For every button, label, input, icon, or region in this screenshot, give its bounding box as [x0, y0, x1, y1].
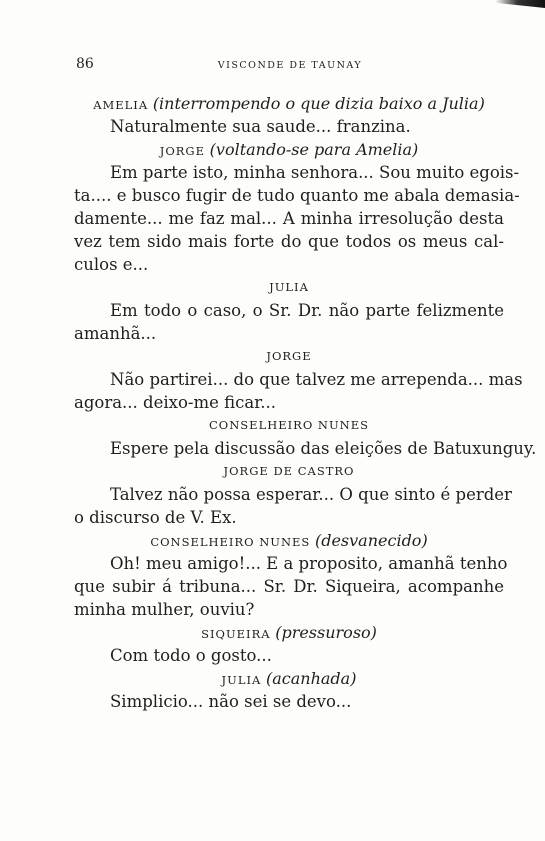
dialogue-line: Não partirei... do que talvez me arrependa... mas: [110, 370, 523, 389]
speaker-heading: [74, 621, 504, 644]
speaker-heading: [74, 414, 504, 437]
dialogue-line: Em todo o caso, o Sr. Dr. não parte felizmente: [110, 301, 504, 320]
speaker-name: CONSELHEIRO NUNES: [150, 535, 311, 549]
stage-direction: (desvanecido): [314, 531, 428, 550]
dialogue-line: Simplicio... não sei se devo...: [110, 692, 352, 711]
speaker-name: SIQUEIRA: [201, 627, 271, 641]
speaker-name: JULIA: [221, 673, 262, 687]
dialogue-line: Em parte isto, minha senhora... Sou muito egois-: [110, 163, 520, 182]
dialogue-line: damente... me faz mal... A minha irresolução desta: [74, 209, 504, 228]
dialogue-line: ta.... e busco fugir de tudo quanto me abala demasia-: [74, 186, 520, 205]
speaker-heading: [74, 529, 504, 552]
page-number: 86: [76, 56, 94, 72]
speaker-name: JORGE: [266, 349, 312, 363]
stage-direction: (pressuroso): [275, 623, 377, 642]
dialogue-line: amanhã...: [74, 324, 157, 343]
dialogue-line: Oh! meu amigo!... E a proposito, amanhã tenho: [110, 554, 508, 573]
speaker-heading: [74, 667, 504, 690]
speaker-name: AMELIA: [93, 98, 149, 112]
dialogue-line: Naturalmente sua saude... franzina.: [110, 117, 411, 136]
speaker-name: CONSELHEIRO NUNES: [209, 418, 369, 432]
stage-direction: (voltando-se para Amelia): [209, 140, 419, 159]
speaker-heading: [74, 345, 504, 368]
speaker-heading: [74, 138, 504, 161]
stage-direction: (interrompendo o que dizia baixo a Julia): [152, 94, 485, 113]
dialogue-line: Com todo o gosto...: [110, 646, 272, 665]
speaker-name: JULIA: [269, 280, 309, 294]
dialogue-line: culos e...: [74, 255, 149, 274]
dialogue-line: agora... deixo-me ficar...: [74, 393, 277, 412]
dialogue-line: minha mulher, ouviu?: [74, 600, 255, 619]
speaker-heading: [74, 276, 504, 299]
speaker-heading: [74, 92, 504, 115]
dialogue-line: Talvez não possa esperar... O que sinto é perder: [110, 485, 512, 504]
speaker-name: JORGE DE CASTRO: [223, 464, 355, 478]
dialogue-line: que subir á tribuna... Sr. Dr. Siqueira, acompanhe: [74, 577, 504, 596]
speaker-name: JORGE: [159, 144, 205, 158]
speaker-heading: [74, 460, 504, 483]
play-text: [74, 92, 537, 713]
stage-direction: (acanhada): [266, 669, 357, 688]
running-header: VISCONDE DE TAUNAY: [217, 60, 363, 71]
dialogue-line: Espere pela discussão das eleições de Batuxunguy.: [110, 439, 537, 458]
page-edge-shadow: [495, 0, 545, 8]
dialogue-line: vez tem sido mais forte do que todos os meus cal-: [74, 232, 504, 251]
dialogue-line: o discurso de V. Ex.: [74, 508, 237, 527]
